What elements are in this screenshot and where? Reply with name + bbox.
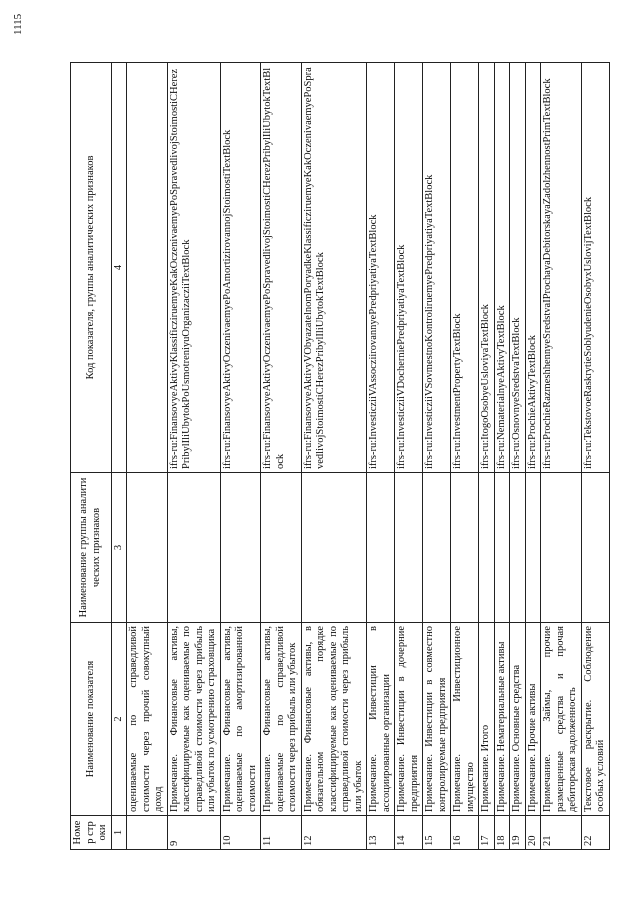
column-number-row xyxy=(111,63,127,850)
table-header-row xyxy=(71,63,112,850)
row-number-cell: 9 xyxy=(167,816,220,850)
indicator-name-cell: Примечание. Инвестиции в совместно контролируемые предприятия xyxy=(423,623,451,816)
row-number-cell: 22 xyxy=(581,816,609,850)
table-row xyxy=(127,63,168,850)
table-row xyxy=(301,63,367,850)
group-name-cell xyxy=(127,473,168,623)
indicator-code-cell: ifrs-ru:InvesticziiVSovmestnoKontroliruemyePredpriyatiyaTextBlock xyxy=(423,63,451,473)
indicator-code-cell: ifrs-ru:InvestmentPropertyTextBlock xyxy=(451,63,479,473)
indicator-code-cell: ifrs-ru:InvesticziiVDocherniePredpriyatiyaTextBlock xyxy=(395,63,423,473)
table-row xyxy=(510,63,526,850)
indicator-code-cell: ifrs-ru:ItogoOsobyeUsloviyaTextBlock xyxy=(479,63,495,473)
table-row xyxy=(395,63,423,850)
header-indicator-name: Наименование показателя xyxy=(71,623,112,816)
group-name-cell xyxy=(367,473,395,623)
group-name-cell xyxy=(525,473,541,623)
group-name-cell xyxy=(494,473,510,623)
row-number-cell: 17 xyxy=(479,816,495,850)
column-number: 4 xyxy=(111,63,127,473)
header-group-name: Наименование группы аналитических признаков xyxy=(71,473,112,623)
group-name-cell xyxy=(301,473,367,623)
table-row xyxy=(423,63,451,850)
group-name-cell xyxy=(479,473,495,623)
indicator-name-cell: Примечание. Инвестиции в ассоциированные организации xyxy=(367,623,395,816)
indicator-name-cell: Примечание. Инвестиции в дочерние предприятия xyxy=(395,623,423,816)
group-name-cell xyxy=(261,473,302,623)
indicator-name-cell: Примечание. Инвестиционное имущество xyxy=(451,623,479,816)
row-number-cell: 12 xyxy=(301,816,367,850)
indicator-code-cell: ifrs-ru:NematerialnyeAktivyTextBlock xyxy=(494,63,510,473)
row-number-cell: 16 xyxy=(451,816,479,850)
row-number-cell: 19 xyxy=(510,816,526,850)
indicator-name-cell: Примечание. Финансовые активы, в обязательном порядке классифицируемые как оцениваемые по справедливой стоимости через прибыль или убыток xyxy=(301,623,367,816)
group-name-cell xyxy=(581,473,609,623)
table-row xyxy=(479,63,495,850)
indicator-code-cell: ifrs-ru:FinansovyeAktivyOczenivaemyePoSpravedlivojStoimostiCHerezPribylIliUbytokTextBlock xyxy=(261,63,302,473)
column-number: 3 xyxy=(111,473,127,623)
indicator-name-cell: Примечание. Финансовые активы, оцениваемые по амортизированной стоимости xyxy=(220,623,261,816)
indicator-name-cell: Текстовое раскрытие. Соблюдение особых условий xyxy=(581,623,609,816)
indicator-name-cell: Примечание. Прочие активы xyxy=(525,623,541,816)
indicator-code-cell: ifrs-ru:TekstovoeRaskrytieSoblyudenieOsobyxUslovijTextBlock xyxy=(581,63,609,473)
indicator-name-cell: Примечание. Финансовые активы, классифицируемые как оцениваемые по справедливой стоимости через прибыль или убыток по усмотрению страховщика xyxy=(167,623,220,816)
table-row xyxy=(367,63,395,850)
indicator-code-cell: ifrs-ru:ProchieAktivyTextBlock xyxy=(525,63,541,473)
table-row xyxy=(167,63,220,850)
row-number-cell: 18 xyxy=(494,816,510,850)
table-body xyxy=(127,63,610,850)
indicator-code-cell: ifrs-ru:InvesticziiVAssocziirovannyePredpriyatiyaTextBlock xyxy=(367,63,395,473)
row-number-cell: 10 xyxy=(220,816,261,850)
group-name-cell xyxy=(167,473,220,623)
header-code: Код показателя, группы аналитических признаков xyxy=(71,63,112,473)
row-number-cell: 11 xyxy=(261,816,302,850)
group-name-cell xyxy=(220,473,261,623)
indicator-name-cell: Примечание. Основные средства xyxy=(510,623,526,816)
group-name-cell xyxy=(451,473,479,623)
group-name-cell xyxy=(510,473,526,623)
indicator-name-cell: Примечание. Итого xyxy=(479,623,495,816)
page-number: 1115 xyxy=(12,13,24,35)
indicator-name-cell: Примечание. Нематериальные активы xyxy=(494,623,510,816)
indicator-name-cell: Примечание. Финансовые активы, оцениваемые по справедливой стоимости через прибыль или убыток xyxy=(261,623,302,816)
row-number-cell: 20 xyxy=(525,816,541,850)
indicator-code-cell: ifrs-ru:FinansovyeAktivyKlassificziruemyeKakOczenivaemyePoSpravedlivojStoimostiCHerezPribylIliUbytokPoUsmotreniyuOrganizacziiTextBlock xyxy=(167,63,220,473)
indicator-name-cell: Примечание. Займы, прочие размещенные средства и прочая дебиторская задолженность xyxy=(541,623,582,816)
indicator-name-cell: оцениваемые по справедливой стоимости через прочий совокупный доход xyxy=(127,623,168,816)
group-name-cell xyxy=(395,473,423,623)
row-number-cell: 14 xyxy=(395,816,423,850)
table-row xyxy=(494,63,510,850)
indicator-code-cell: ifrs-ru:FinansovyeAktivyVObyazatelnomPoryadkeKlassificziruemyeKakOczenivaemyePoSpravedlivojStoimostiCHerezPribylIliUbytokTextBlock xyxy=(301,63,367,473)
indicator-code-cell: ifrs-ru:OsnovnyeSredstvaTextBlock xyxy=(510,63,526,473)
column-number: 1 xyxy=(111,816,127,850)
group-name-cell xyxy=(423,473,451,623)
table-row xyxy=(220,63,261,850)
table-row xyxy=(451,63,479,850)
row-number-cell: 13 xyxy=(367,816,395,850)
indicator-code-cell: ifrs-ru:FinansovyeAktivyOczenivaemyePoAmortizirovannojStoimostiTextBlock xyxy=(220,63,261,473)
header-row-number: Номер строки xyxy=(71,816,112,850)
indicator-table xyxy=(70,62,610,850)
table-row xyxy=(581,63,609,850)
row-number-cell: 15 xyxy=(423,816,451,850)
table-row xyxy=(541,63,582,850)
row-number-cell: 21 xyxy=(541,816,582,850)
table-row xyxy=(525,63,541,850)
column-number: 2 xyxy=(111,623,127,816)
group-name-cell xyxy=(541,473,582,623)
row-number-cell xyxy=(127,816,168,850)
indicator-code-cell: ifrs-ru:ProchieRazmeshhennyeSredstvaIProchayaDebitorskayaZadolzhennostPrimTextBlock xyxy=(541,63,582,473)
table-row xyxy=(261,63,302,850)
indicator-code-cell xyxy=(127,63,168,473)
